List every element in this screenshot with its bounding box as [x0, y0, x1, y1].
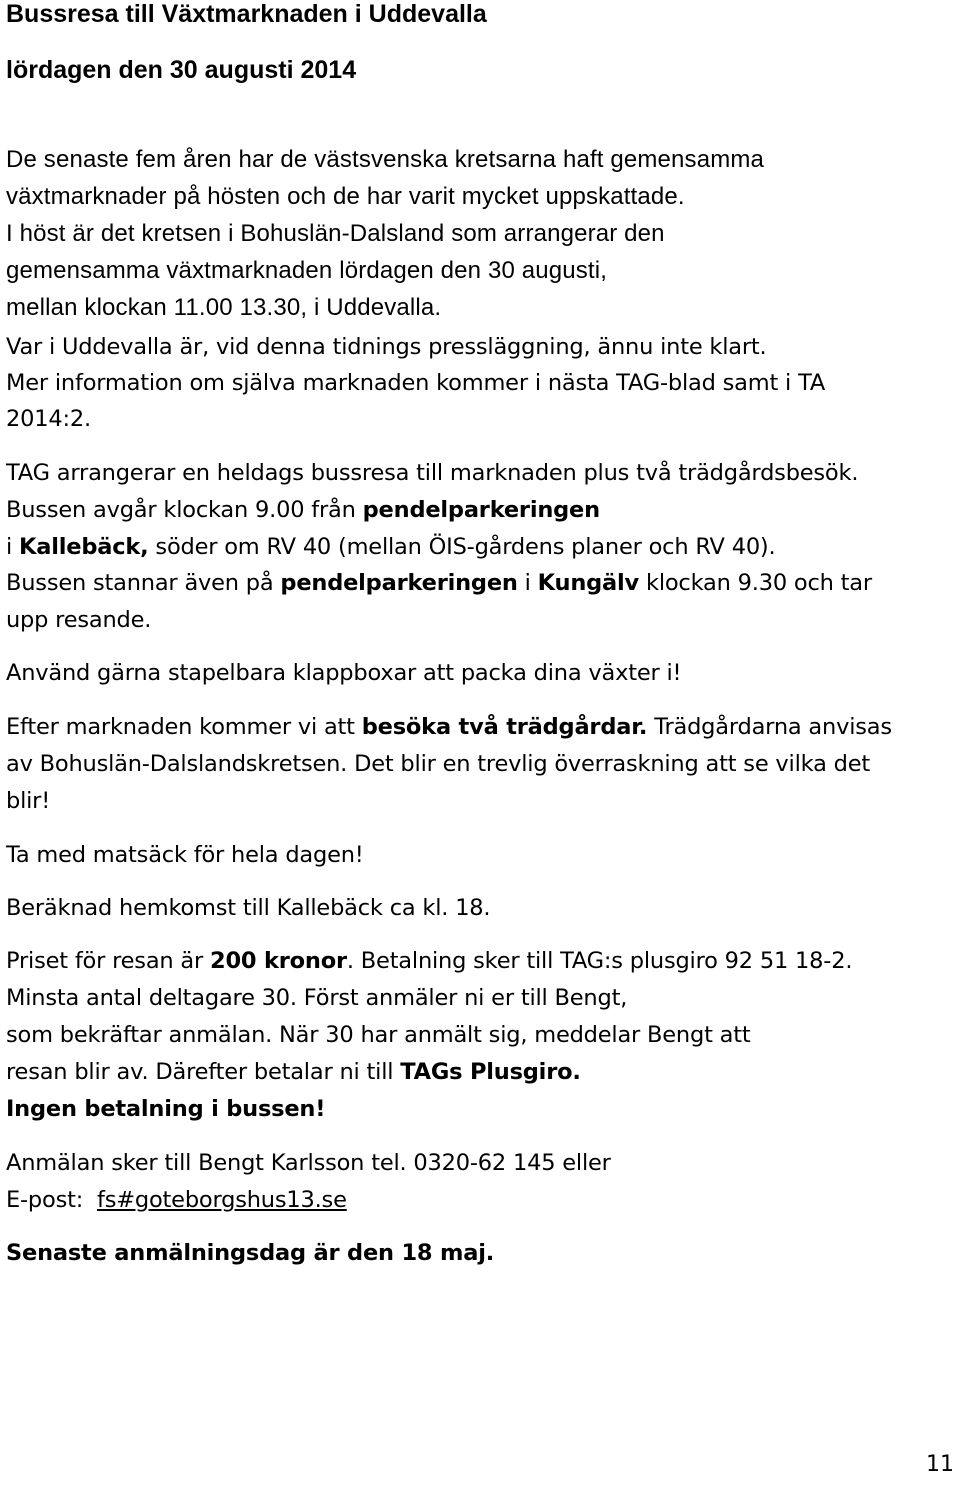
intro-line: I höst är det kretsen i Bohuslän-Dalsland som arrangerar den — [6, 220, 665, 247]
deadline-note: Senaste anmälningsdag är den 18 maj. — [6, 1240, 495, 1266]
price-line: Minsta antal deltagare 30. Först anmäler ni er till Bengt, — [6, 985, 628, 1011]
price-line — [6, 1096, 325, 1122]
pickup-location: pendelparkeringen — [362, 497, 600, 523]
price-line — [6, 948, 852, 974]
trip-line: upp resande. — [6, 607, 152, 633]
gardens-text: Trädgårdarna anvisas — [647, 714, 892, 740]
plusgiro-highlight: TAGs Plusgiro. — [400, 1059, 581, 1085]
no-payment-warning: Ingen betalning i bussen! — [6, 1096, 326, 1122]
trip-line — [6, 497, 600, 523]
email-label: E-post: — [6, 1187, 98, 1213]
gardens-text: Efter marknaden kommer vi att — [6, 714, 362, 740]
trip-text: i — [6, 534, 20, 560]
event-date: lördagen den 30 augusti 2014 — [6, 56, 357, 84]
email-link[interactable]: fs#goteborgshus13.se — [97, 1187, 347, 1213]
intro-line: De senaste fem åren har de västsvenska kretsarna haft gemensamma — [6, 146, 764, 173]
info-line: Var i Uddevalla är, vid denna tidnings pressläggning, ännu inte klart. — [6, 334, 767, 360]
deadline-line — [6, 1240, 494, 1266]
info-line: Mer information om själva marknaden kommer i nästa TAG-blad samt i TA — [6, 370, 826, 396]
gardens-highlight: besöka två trädgårdar. — [361, 714, 648, 740]
intro-line: gemensamma växtmarknaden lördagen den 30 augusti, — [6, 257, 608, 284]
boxes-note: Använd gärna stapelbara klappboxar att packa dina växter i! — [6, 660, 682, 686]
page-title: Bussresa till Växtmarknaden i Uddevalla — [6, 0, 487, 28]
intro-line: växtmarknader på hösten och de har varit mycket uppskattade. — [6, 183, 685, 210]
price-line: som bekräftar anmälan. När 30 har anmält sig, meddelar Bengt att — [6, 1022, 751, 1048]
price-amount: 200 kronor — [210, 948, 347, 974]
pickup-location: pendelparkeringen — [280, 570, 518, 596]
trip-text: i — [517, 570, 538, 596]
price-text: . Betalning sker till TAG:s plusgiro 92 51 18-2. — [346, 948, 853, 974]
trip-line — [6, 534, 775, 560]
page-number: 11 — [926, 1452, 954, 1477]
trip-text: klockan 9.30 och tar — [639, 570, 872, 596]
gardens-line — [6, 714, 892, 740]
trip-text: Bussen stannar även på — [6, 570, 281, 596]
contact-line — [6, 1187, 347, 1213]
trip-line: TAG arrangerar en heldags bussresa till marknaden plus två trädgårdsbesök. — [6, 460, 859, 486]
price-text: resan blir av. Därefter betalar ni till — [6, 1059, 401, 1085]
info-line: 2014:2. — [6, 406, 91, 432]
contact-line: Anmälan sker till Bengt Karlsson tel. 0320-62 145 eller — [6, 1150, 611, 1176]
lunch-note: Ta med matsäck för hela dagen! — [6, 842, 364, 868]
price-line — [6, 1059, 581, 1085]
trip-text: Bussen avgår klockan 9.00 från — [6, 497, 363, 523]
gardens-line: blir! — [6, 788, 51, 814]
intro-line: mellan klockan 11.00 13.30, i Uddevalla. — [6, 294, 442, 321]
trip-text: söder om RV 40 (mellan ÖIS-gårdens planer och RV 40). — [148, 534, 776, 560]
trip-line — [6, 570, 872, 596]
price-text: Priset för resan är — [6, 948, 211, 974]
return-note: Beräknad hemkomst till Kallebäck ca kl. 18. — [6, 895, 491, 921]
gardens-line: av Bohuslän-Dalslandskretsen. Det blir en trevlig överraskning att se vilka det — [6, 751, 870, 777]
pickup-place: Kallebäck, — [19, 534, 149, 560]
pickup-place: Kungälv — [537, 570, 640, 596]
